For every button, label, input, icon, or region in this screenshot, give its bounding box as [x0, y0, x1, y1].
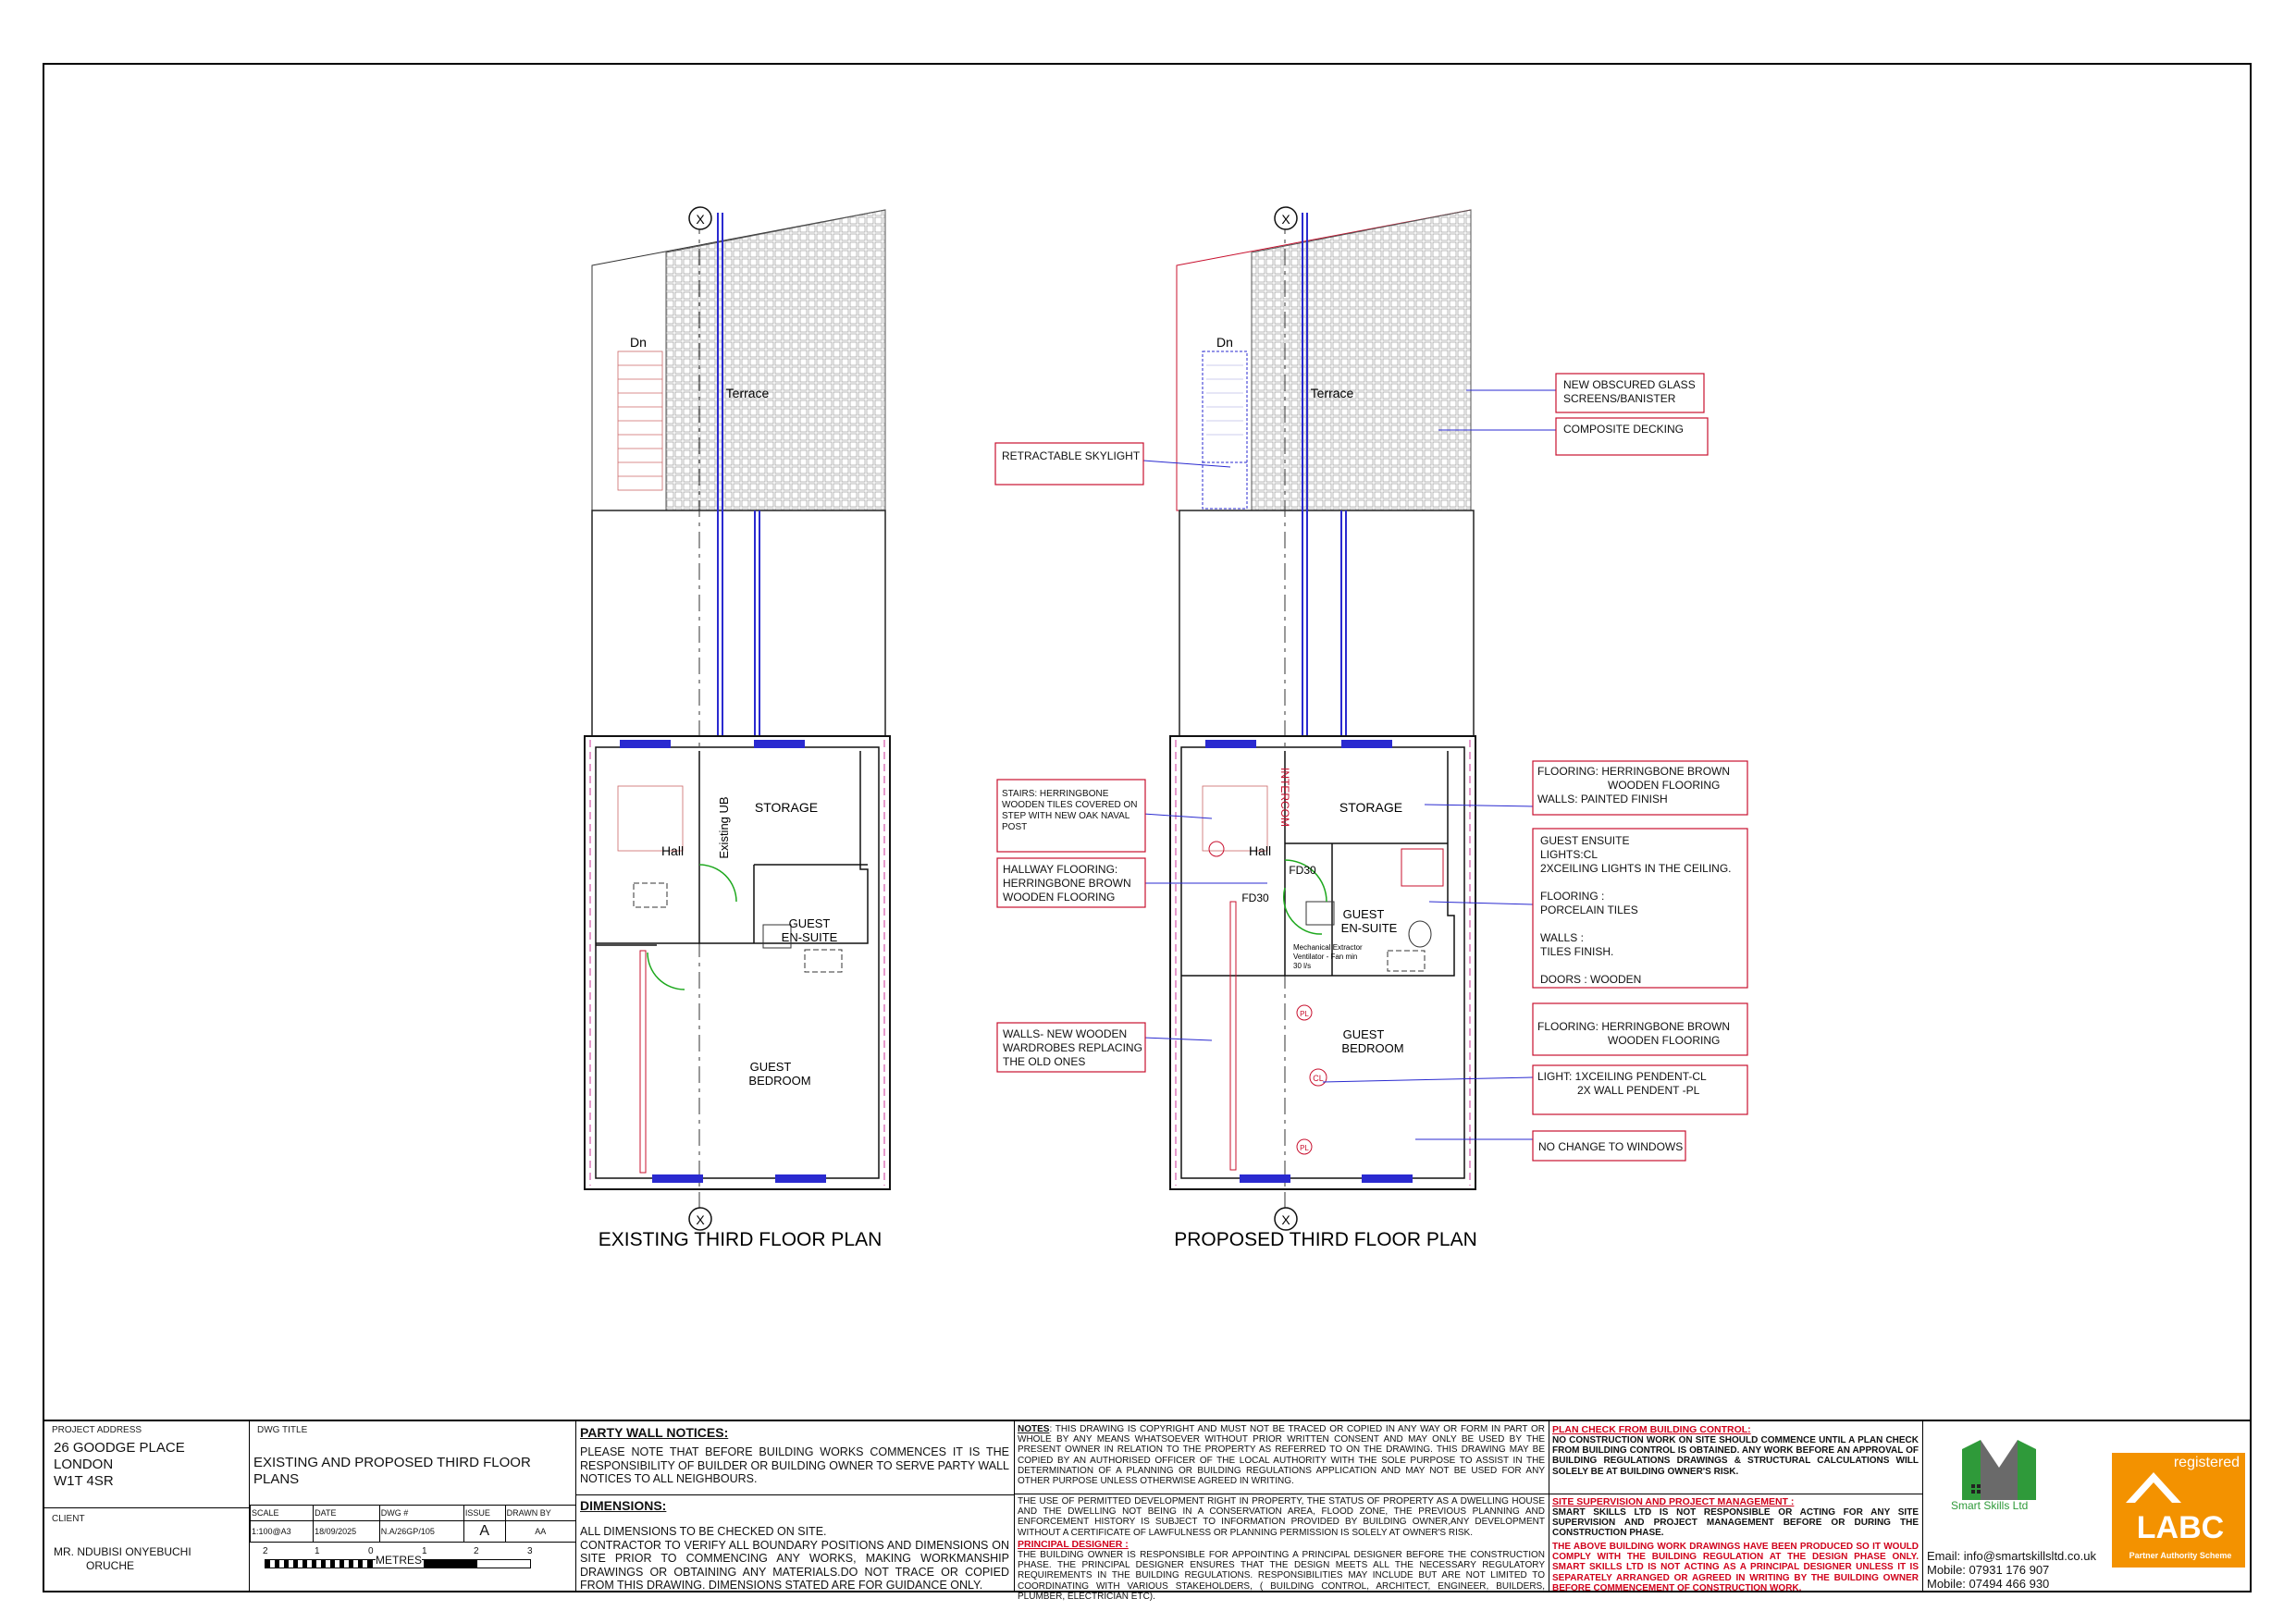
- dwg-number-value: N.A/26GP/105: [379, 1521, 463, 1543]
- note-walls-3: THE OLD ONES: [1003, 1055, 1086, 1068]
- design-phase-red-text: THE ABOVE BUILDING WORK DRAWINGS HAVE BEEN PRODUCED SO IT WOULD COMPLY WITH THE BUILDING REGULATION AT THE DESIGN PHASE ONLY. SMART SKILLS LTD IS NOT ACTING AS A PRINCIPAL DESIGNER UNLESS IT IS SEPARATELY ARRANGED OR AGREED IN WRITING BY THE BUILDING OWNER BEFORE COMMENCEMENT OF CONSTRUCTION WORK.: [1552, 1542, 1919, 1593]
- client-label: CLIENT: [52, 1514, 85, 1524]
- party-wall-text: PLEASE NOTE THAT BEFORE BUILDING WORKS COMMENCES IT IS THE RESPONSIBILITY OF BUILDER OR BUILDING OWNER TO SERVE PARTY WALL NOTICES TO ALL NEIGHBOURS.: [580, 1445, 1010, 1485]
- wall-pendent-pl-2: PL: [1300, 1144, 1309, 1152]
- proposed-bedroom-label-1: GUEST: [1342, 1027, 1385, 1041]
- existing-plan-title: EXISTING THIRD FLOOR PLAN: [598, 1229, 883, 1250]
- scale-bar: 2 1 0 1 2 3 METRES: [263, 1546, 533, 1567]
- proposed-fd30-a: FD30: [1289, 864, 1316, 877]
- wall-pendent-pl-1: PL: [1300, 1010, 1309, 1018]
- note-ensuite-2: LIGHTS:CL: [1540, 848, 1599, 861]
- existing-bedroom-label-1: GUEST: [749, 1060, 792, 1074]
- dwg-title-label: DWG TITLE: [257, 1425, 308, 1435]
- party-wall-cell: [576, 1421, 1015, 1592]
- site-supervision-text: SMART SKILLS LTD IS NOT RESPONSIBLE OR ACTING FOR ANY SITE SUPERVISION AND PROJECT MANAGEMENT BEFORE OR DURING THE CONSTRUCTION PHASE.: [1552, 1507, 1919, 1539]
- notes-cell: [1015, 1421, 1549, 1602]
- proposed-plan: [1170, 207, 1477, 1250]
- note-stairs-1: STAIRS: HERRINGBONE: [1002, 789, 1109, 799]
- date-value: 18/09/2025: [314, 1521, 380, 1543]
- proposed-terrace-label: Terrace: [1310, 386, 1354, 400]
- proposed-dn-label: Dn: [1216, 335, 1233, 350]
- ceiling-light-cl: CL: [1313, 1074, 1324, 1083]
- existing-grid-x-bottom: X: [696, 1212, 705, 1227]
- dwg-title: EXISTING AND PROPOSED THIRD FLOOR PLANS: [253, 1455, 531, 1487]
- principal-designer-title: PRINCIPAL DESIGNER :: [1018, 1539, 1129, 1550]
- proposed-storage-label: STORAGE: [1339, 800, 1403, 815]
- proposed-grid-x-top: X: [1281, 212, 1290, 227]
- existing-terrace-label: Terrace: [725, 386, 770, 400]
- note-stairs-3: STEP WITH NEW OAK NAVAL: [1002, 811, 1130, 821]
- existing-bedroom-label-2: BEDROOM: [748, 1074, 811, 1088]
- plan-check-title: PLAN CHECK FROM BUILDING CONTROL:: [1552, 1424, 1751, 1435]
- extractor-label-2: Ventilator - Fan min: [1293, 953, 1358, 961]
- existing-storage-label: STORAGE: [754, 800, 819, 815]
- note-bedroom-flooring-2: WOODEN FLOORING: [1608, 1034, 1721, 1047]
- note-composite-decking: COMPOSITE DECKING: [1563, 423, 1685, 436]
- drawing-meta-table: SCALE DATE DWG # ISSUE DRAWN BY 1:100@A3 18/09/2025 N.A/26GP/105 A AA: [250, 1505, 576, 1543]
- note-windows: NO CHANGE TO WINDOWS: [1538, 1140, 1684, 1153]
- permitted-development-text: THE USE OF PERMITTED DEVELOPMENT RIGHT IN PROPERTY, THE STATUS OF PROPERTY AS A DWELLING HOUSE AND THE DWELLING NOT BEING IN A CONSERVATION AREA, FLOOD ZONE, THE PREVIOUS PLANNING AND ENFORCEMENT HISTORY IS SUBJECT TO INFORMATION PROVIDED BY BUILDING OWNER,ANY DEVELOPMENT WITHOUT A CERTIFICATE OF LAWFULNESS OR PLANNING PERMISSION IS SOLELY AT OWNER'S RISK.: [1018, 1496, 1545, 1538]
- extractor-label-3: 30 l/s: [1293, 962, 1312, 970]
- note-storage-1: FLOORING: HERRINGBONE BROWN: [1537, 765, 1731, 778]
- existing-grid-x-top: X: [696, 212, 705, 227]
- note-ensuite-8: WALLS :: [1540, 931, 1584, 944]
- issue-value: A: [463, 1521, 505, 1543]
- proposed-fd30-b: FD30: [1241, 891, 1269, 904]
- note-light-2: 2X WALL PENDENT -PL: [1577, 1084, 1700, 1097]
- note-storage-2: WOODEN FLOORING: [1608, 779, 1721, 792]
- company-name: Smart Skills Ltd: [1951, 1499, 2029, 1512]
- drawn-by-value: AA: [505, 1521, 575, 1543]
- note-obscured-glass-2: SCREENS/BANISTER: [1563, 392, 1676, 405]
- note-hallway-3: WOODEN FLOORING: [1003, 891, 1116, 904]
- note-hallway-1: HALLWAY FLOORING:: [1003, 863, 1118, 876]
- note-light-1: LIGHT: 1XCEILING PENDENT-CL: [1537, 1070, 1707, 1083]
- dwg-title-cell: [250, 1421, 576, 1592]
- note-hallway-2: HERRINGBONE BROWN: [1003, 877, 1131, 890]
- extractor-label-1: Mechanical Extractor: [1293, 943, 1363, 952]
- note-walls-2: WARDROBES REPLACING: [1003, 1041, 1142, 1054]
- dimensions-title: DIMENSIONS:: [580, 1498, 667, 1513]
- proposed-hall-label: Hall: [1248, 843, 1272, 858]
- note-retractable-skylight: RETRACTABLE SKYLIGHT: [1002, 449, 1141, 462]
- labc-roof-icon: [2121, 1468, 2186, 1505]
- proposed-bedroom-label-2: BEDROOM: [1341, 1041, 1404, 1055]
- existing-ensuite-label-2: EN-SUITE: [781, 930, 838, 944]
- title-block: [44, 1420, 2250, 1602]
- proposed-grid-x-bottom: X: [1281, 1212, 1290, 1227]
- note-stairs-2: WOODEN TILES COVERED ON: [1002, 800, 1138, 810]
- note-ensuite-5: FLOORING :: [1540, 890, 1605, 903]
- project-address: 26 GOODGE PLACE LONDON W1T 4SR: [54, 1440, 185, 1489]
- contact-mobile-2: Mobile: 07494 466 930: [1927, 1577, 2050, 1591]
- company-cell: [1923, 1421, 2250, 1592]
- client-name: MR. NDUBISI ONYEBUCHI ORUCHE: [54, 1545, 191, 1572]
- site-supervision-title: SITE SUPERVISION AND PROJECT MANAGEMENT :: [1552, 1496, 1795, 1507]
- party-wall-title: PARTY WALL NOTICES:: [580, 1425, 729, 1440]
- existing-ensuite-label-1: GUEST: [788, 916, 831, 930]
- note-stairs-4: POST: [1002, 822, 1028, 832]
- plan-check-text: NO CONSTRUCTION WORK ON SITE SHOULD COMMENCE UNTIL A PLAN CHECK FROM BUILDING CONTROL IS OBTAINED. ANY WORK BEFORE AN APPROVAL OF BUILDING REGULATIONS DRAWINGS & STRUCTURAL CALCULATIONS WILL SOLELY BE AT BUILDING OWNER'S RISK.: [1552, 1435, 1919, 1477]
- existing-hall-label: Hall: [660, 843, 685, 858]
- note-ensuite-9: TILES FINISH.: [1540, 945, 1614, 958]
- note-ensuite-1: GUEST ENSUITE: [1540, 834, 1630, 847]
- project-client-cell: [44, 1421, 250, 1592]
- dimensions-text: ALL DIMENSIONS TO BE CHECKED ON SITE. CONTRACTOR TO VERIFY ALL BOUNDARY POSITIONS AND DIMENSIONS ON SITE PRIOR TO COMMENCING ANY WORKS, MAKING WORKMANSHIP DRAWINGS OR OBTAINING ANY MATERIALS.DO NOT TRACE OR COPIED FROM THIS DRAWING. DIMENSIONS STATED ARE FOR GUIDANCE ONLY.: [580, 1525, 1009, 1592]
- existing-dn-label: Dn: [630, 335, 647, 350]
- contact-details: [1927, 1549, 2096, 1591]
- note-walls-1: WALLS- NEW WOODEN: [1003, 1027, 1128, 1040]
- contact-mobile-1: Mobile: 07931 176 907: [1927, 1563, 2050, 1577]
- scale-value: 1:100@A3: [251, 1521, 314, 1543]
- labc-badge: registered LABC Partner Authority Scheme: [2110, 1451, 2247, 1569]
- existing-plan: [585, 207, 890, 1250]
- proposed-plan-title: PROPOSED THIRD FLOOR PLAN: [1174, 1229, 1477, 1250]
- note-storage-3: WALLS: PAINTED FINISH: [1537, 793, 1668, 805]
- existing-ub-label: Existing UB: [717, 796, 731, 859]
- proposed-ensuite-label-2: EN-SUITE: [1340, 921, 1398, 935]
- proposed-intercom-label: INTERCOM: [1278, 768, 1291, 827]
- note-obscured-glass-1: NEW OBSCURED GLASS: [1563, 378, 1696, 391]
- note-bedroom-flooring-1: FLOORING: HERRINGBONE BROWN: [1537, 1020, 1731, 1033]
- note-ensuite-6: PORCELAIN TILES: [1540, 904, 1638, 916]
- contact-email[interactable]: Email: info@smartskillsltd.co.uk: [1927, 1549, 2096, 1563]
- proposed-ensuite-label-1: GUEST: [1342, 907, 1385, 921]
- principal-designer-text: THE BUILDING OWNER IS RESPONSIBLE FOR APPOINTING A PRINCIPAL DESIGNER BEFORE THE CONSTRUCTION PHASE. THE PRINCIPAL DESIGNER ENSURES THAT THE DESIGN MEETS ALL THE NECESSARY REGULATORY REQUIREMENTS IN THE BUILDING REGULATIONS. RESPONSIBILITIES MAY INCLUDE BUT ARE NOT LIMITED TO COORDINATING WITH VARIOUS STAKEHOLDERS, ( BUILDING CONTROL, ARCHITECT, ENGINEER, BUILDERS, PLUMBER, ELECTRICIAN ETC).: [1018, 1550, 1545, 1602]
- note-ensuite-3: 2XCEILING LIGHTS IN THE CEILING.: [1540, 862, 1732, 875]
- project-address-label: PROJECT ADDRESS: [52, 1425, 142, 1435]
- note-ensuite-11: DOORS : WOODEN: [1540, 973, 1642, 986]
- notes-text: NOTES: THIS DRAWING IS COPYRIGHT AND MUST NOT BE TRACED OR COPIED IN ANY WAY OR FORM IN PART OR WHOLE BY ANY MEANS WHATSOEVER WITHOUT PRIOR WRITTEN CONSENT AND MAY ONLY BE USED BY THE PRESENT OWNER IN RELATION TO THE PROPERTY AS REFERRED TO ON THE DRAWING. THIS DRAWING MAY BE COPIED BY AN AUTHORISED OFFICER OF THE LOCAL AUTHORITY WITH THE SOLE PURPOSE TO ASSIST IN THE DETERMINATION OF A PLANNING OR BUILDING REGULATIONS APPLICATION AND MAY NOT BE USED FOR ANY OTHER PURPOSE UNLESS OTHERWISE AGREED IN WRITING.: [1018, 1424, 1545, 1487]
- plan-check-cell: [1549, 1421, 1923, 1592]
